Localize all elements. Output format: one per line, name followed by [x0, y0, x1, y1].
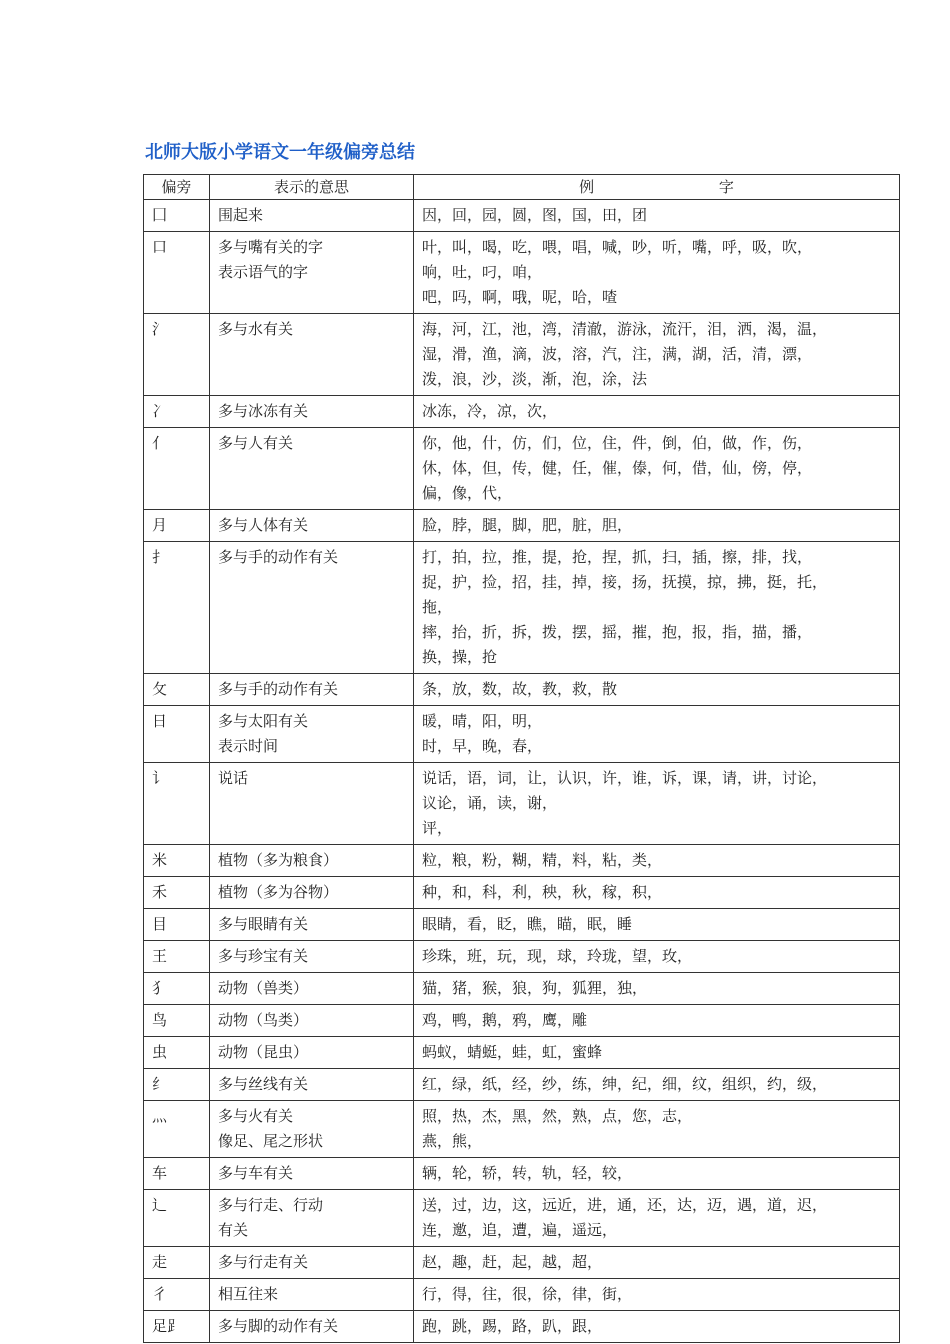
- examples-cell: [414, 1005, 900, 1037]
- examples-cell: [414, 200, 900, 232]
- table-row: [144, 1101, 900, 1158]
- meaning-cell: [210, 845, 414, 877]
- radical-cell: 氵: [144, 314, 210, 396]
- meaning-line: 多与行走、行动: [218, 1196, 324, 1214]
- examples-line: 猫，猪，猴，狼，狗，狐狸，独，: [422, 979, 648, 997]
- meaning-cell: [210, 314, 414, 396]
- table-body: [144, 200, 900, 1343]
- examples-line: 鸡，鸭，鹅，鸦，鹰，雕: [422, 1011, 588, 1029]
- meaning-line: 多与眼睛有关: [218, 915, 309, 933]
- meaning-line: 多与丝线有关: [218, 1075, 309, 1093]
- meaning-cell: [210, 1190, 414, 1247]
- examples-line: 种，和，科，利，秧，秋，稼，积，: [422, 883, 663, 901]
- examples-line: 说话，语，词，让，认识，许，谁，诉，课，请，讲，讨论，: [422, 769, 828, 787]
- meaning-line: 像足、尾之形状: [218, 1132, 324, 1150]
- examples-cell: [414, 706, 900, 763]
- examples-line: 吧，吗，啊，哦，呢，哈，喳: [422, 288, 618, 306]
- radical-cell: 鸟: [144, 1005, 210, 1037]
- examples-cell: [414, 1069, 900, 1101]
- radical-cell: 纟: [144, 1069, 210, 1101]
- examples-line: 照，热，杰，黑，然，熟，点，您，志，: [422, 1107, 693, 1125]
- examples-line: 粒，粮，粉，糊，精，料，粘，类，: [422, 851, 663, 869]
- meaning-line: 多与手的动作有关: [218, 548, 339, 566]
- meaning-line: 多与水有关: [218, 320, 294, 338]
- meaning-line: 多与车有关: [218, 1164, 294, 1182]
- radical-cell: 亻: [144, 428, 210, 510]
- radical-cell: 目: [144, 909, 210, 941]
- table-row: [144, 1247, 900, 1279]
- meaning-cell: [210, 877, 414, 909]
- meaning-line: 植物（多为谷物）: [218, 883, 339, 901]
- radical-cell: 虫: [144, 1037, 210, 1069]
- meaning-line: 说话: [218, 769, 249, 787]
- examples-cell: [414, 1311, 900, 1343]
- radical-cell: 冫: [144, 396, 210, 428]
- table-row: [144, 542, 900, 674]
- meaning-cell: [210, 396, 414, 428]
- examples-cell: [414, 428, 900, 510]
- examples-cell: [414, 973, 900, 1005]
- meaning-line: 动物（昆虫）: [218, 1043, 309, 1061]
- meaning-line: 多与嘴有关的字: [218, 238, 324, 256]
- examples-line: 脸，脖，腿，脚，肥，脏，胆，: [422, 516, 633, 534]
- examples-line: 送，过，边，这，远近，进，通，还，达，迈，遇，道，迟，: [422, 1196, 828, 1214]
- table-row: [144, 706, 900, 763]
- header-examples: 例 字: [414, 175, 900, 200]
- meaning-line: 多与脚的动作有关: [218, 1317, 339, 1335]
- examples-line: 条，放，数，故，教，救，散: [422, 680, 618, 698]
- header-meaning: 表示的意思: [210, 175, 414, 200]
- meaning-line: 多与行走有关: [218, 1253, 309, 1271]
- meaning-line: 多与人有关: [218, 434, 294, 452]
- header-radical: 偏旁: [144, 175, 210, 200]
- table-row: [144, 1069, 900, 1101]
- table-row: [144, 845, 900, 877]
- meaning-cell: [210, 706, 414, 763]
- meaning-cell: [210, 1311, 414, 1343]
- table-row: [144, 510, 900, 542]
- radicals-table: [143, 174, 900, 1343]
- examples-line: 暖，晴，阳，明，: [422, 712, 543, 730]
- radical-cell: 月: [144, 510, 210, 542]
- examples-cell: [414, 396, 900, 428]
- examples-cell: [414, 845, 900, 877]
- table-header-row: [144, 175, 900, 200]
- examples-line: 辆，轮，轿，转，轨，轻，较，: [422, 1164, 633, 1182]
- meaning-cell: [210, 1279, 414, 1311]
- examples-line: 拖，: [422, 598, 453, 616]
- examples-cell: [414, 1190, 900, 1247]
- meaning-line: 多与太阳有关: [218, 712, 309, 730]
- radical-cell: 讠: [144, 763, 210, 845]
- meaning-cell: [210, 909, 414, 941]
- table-row: [144, 763, 900, 845]
- page-title: 北师大版小学语文一年级偏旁总结: [145, 142, 415, 163]
- meaning-line: 动物（兽类）: [218, 979, 309, 997]
- table-row: [144, 232, 900, 314]
- radical-cell: 口: [144, 232, 210, 314]
- meaning-cell: [210, 200, 414, 232]
- examples-line: 打，拍，拉，推，提，抢，捏，抓，扫，插，擦，排，找，: [422, 548, 813, 566]
- table-row: [144, 1311, 900, 1343]
- meaning-line: 相互往来: [218, 1285, 279, 1303]
- meaning-line: 多与火有关: [218, 1107, 294, 1125]
- examples-cell: [414, 510, 900, 542]
- radical-cell: 王: [144, 941, 210, 973]
- meaning-cell: [210, 1005, 414, 1037]
- radical-cell: 日: [144, 706, 210, 763]
- examples-line: 湿，滑，渔，滴，波，溶，汽，注，满，湖，活，清，漂，: [422, 345, 813, 363]
- examples-line: 时，早，晚，春，: [422, 737, 543, 755]
- radical-cell: 犭: [144, 973, 210, 1005]
- radical-cell: 禾: [144, 877, 210, 909]
- examples-cell: [414, 763, 900, 845]
- examples-cell: [414, 909, 900, 941]
- examples-line: 换，操，抢: [422, 648, 498, 666]
- table-row: [144, 200, 900, 232]
- radical-cell: 足⻊: [144, 1311, 210, 1343]
- examples-line: 眼睛，看，眨，瞧，瞄，眠，睡: [422, 915, 633, 933]
- examples-line: 评，: [422, 819, 453, 837]
- table-row: [144, 1005, 900, 1037]
- table-row: [144, 314, 900, 396]
- examples-cell: [414, 1037, 900, 1069]
- examples-cell: [414, 877, 900, 909]
- radical-cell: 攵: [144, 674, 210, 706]
- examples-line: 珍珠，班，玩，现，球，玲珑，望，玫，: [422, 947, 693, 965]
- examples-cell: [414, 1158, 900, 1190]
- table-row: [144, 396, 900, 428]
- meaning-cell: [210, 674, 414, 706]
- examples-line: 赵，趣，赶，起，越，超，: [422, 1253, 603, 1271]
- examples-line: 行，得，往，很，徐，律，街，: [422, 1285, 633, 1303]
- examples-line: 偏，像，代，: [422, 484, 513, 502]
- examples-cell: [414, 1279, 900, 1311]
- meaning-cell: [210, 428, 414, 510]
- radical-cell: 扌: [144, 542, 210, 674]
- examples-line: 叶，叫，喝，吃，喂，唱，喊，吵，听，嘴，呼，吸，吹，: [422, 238, 813, 256]
- examples-cell: [414, 542, 900, 674]
- radical-cell: 车: [144, 1158, 210, 1190]
- meaning-line: 表示语气的字: [218, 263, 309, 281]
- meaning-cell: [210, 1247, 414, 1279]
- meaning-cell: [210, 941, 414, 973]
- examples-line: 响，吐，叼，咱，: [422, 263, 543, 281]
- examples-cell: [414, 1247, 900, 1279]
- meaning-line: 围起来: [218, 206, 264, 224]
- meaning-cell: [210, 1158, 414, 1190]
- meaning-cell: [210, 973, 414, 1005]
- meaning-line: 动物（鸟类）: [218, 1011, 309, 1029]
- table-row: [144, 674, 900, 706]
- radical-cell: 米: [144, 845, 210, 877]
- examples-line: 捉，护，捡，招，挂，掉，接，扬，抚摸，掠，拂，挺，托，: [422, 573, 828, 591]
- meaning-line: 表示时间: [218, 737, 279, 755]
- meaning-line: 有关: [218, 1221, 249, 1239]
- meaning-cell: [210, 763, 414, 845]
- examples-line: 休，体，但，传，健，任，催，傣，何，借，仙，傍，停，: [422, 459, 813, 477]
- table-row: [144, 1037, 900, 1069]
- table-row: [144, 1158, 900, 1190]
- table-row: [144, 428, 900, 510]
- examples-line: 摔，抬，折，拆，拨，摆，摇，摧，抱，报，指，描，播，: [422, 623, 813, 641]
- radical-cell: 走: [144, 1247, 210, 1279]
- table-row: [144, 877, 900, 909]
- examples-line: 海，河，江，池，湾，清澈，游泳，流汗，泪，洒，渴，温，: [422, 320, 828, 338]
- meaning-cell: [210, 1037, 414, 1069]
- table-row: [144, 973, 900, 1005]
- table-row: [144, 909, 900, 941]
- meaning-cell: [210, 232, 414, 314]
- meaning-line: 多与珍宝有关: [218, 947, 309, 965]
- meaning-line: 植物（多为粮食）: [218, 851, 339, 869]
- radical-cell: 辶: [144, 1190, 210, 1247]
- examples-cell: [414, 232, 900, 314]
- table-row: [144, 1279, 900, 1311]
- meaning-line: 多与手的动作有关: [218, 680, 339, 698]
- examples-line: 蚂蚁，蜻蜓，蛙，虹，蜜蜂: [422, 1043, 603, 1061]
- examples-line: 议论，诵，读，谢，: [422, 794, 558, 812]
- examples-line: 燕，熊，: [422, 1132, 483, 1150]
- examples-line: 跑，跳，踢，路，趴，跟，: [422, 1317, 603, 1335]
- meaning-cell: [210, 1069, 414, 1101]
- meaning-line: 多与冰冻有关: [218, 402, 309, 420]
- examples-line: 冰冻，冷，凉，次，: [422, 402, 558, 420]
- meaning-line: 多与人体有关: [218, 516, 309, 534]
- meaning-cell: [210, 1101, 414, 1158]
- meaning-cell: [210, 542, 414, 674]
- examples-line: 因，回，园，圆，图，国，田，团: [422, 206, 648, 224]
- examples-line: 泼，浪，沙，淡，渐，泡，涂，法: [422, 370, 648, 388]
- examples-line: 你，他，什，仿，们，位，住，件，倒，伯，做，作，伤，: [422, 434, 813, 452]
- table-row: [144, 941, 900, 973]
- radical-cell: 囗: [144, 200, 210, 232]
- radical-cell: 灬: [144, 1101, 210, 1158]
- table-row: [144, 1190, 900, 1247]
- radical-cell: 彳: [144, 1279, 210, 1311]
- examples-cell: [414, 314, 900, 396]
- examples-cell: [414, 941, 900, 973]
- examples-cell: [414, 674, 900, 706]
- examples-line: 红，绿，纸，经，纱，练，绅，纪，细，纹，组织，约，级，: [422, 1075, 828, 1093]
- meaning-cell: [210, 510, 414, 542]
- examples-line: 连，邀，追，遭，遍，遥远，: [422, 1221, 618, 1239]
- examples-cell: [414, 1101, 900, 1158]
